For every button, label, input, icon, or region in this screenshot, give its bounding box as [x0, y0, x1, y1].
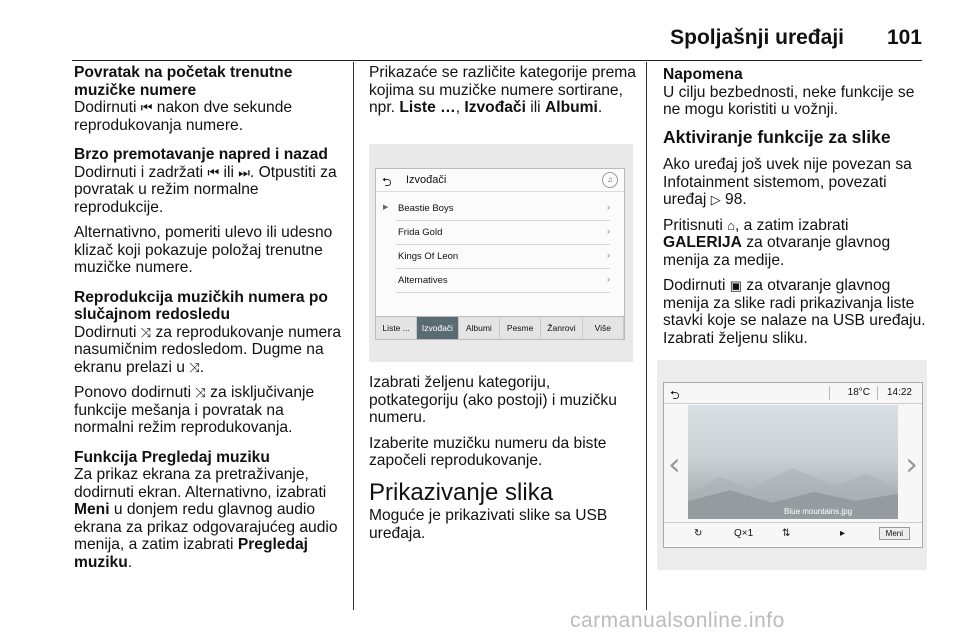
section-heading-large: Prikazivanje slika: [369, 478, 554, 506]
tab-more: Više: [583, 317, 624, 339]
screen-title: Izvođači: [406, 174, 447, 186]
slideshow-icon: ⇅: [782, 528, 791, 539]
screen-title-bar: [376, 169, 624, 192]
rotate-icon: ↻: [694, 528, 703, 539]
column-divider: [646, 62, 647, 610]
paragraph: Dodirnuti ⏮ nakon dve sekunde reprodukovanja numere.: [74, 99, 293, 134]
play-icon: ▸: [840, 528, 846, 539]
paragraph: Ako uređaj još uvek nije povezan sa Infotainment sistemom, povezati uređaj ▷ 98.: [663, 156, 912, 208]
photo-caption: Blue mountains.jpg: [784, 507, 853, 516]
screen-status-bar: [664, 383, 922, 404]
tab-genres: Žanrovi: [541, 317, 582, 339]
play-indicator-icon: ▶: [383, 204, 389, 211]
paragraph: Prikazaće se različite kategorije prema kojima su muzičke numere sortirane, npr. Liste …, Izvođači ili Albumi.: [369, 64, 636, 116]
paragraph: Dodirnuti ⤨ za reprodukovanje numera nasumičnim redosledom. Dugme na ekranu prelazi u ⤨.: [74, 323, 342, 376]
back-icon: ⮌: [670, 388, 680, 402]
paragraph: Dodirnuti i zadržati ⏮ ili ⏭. Otpustiti za povratak u režim normalne reprodukcije.: [74, 163, 337, 216]
list-item: ▶ Beastie Boys ›: [396, 198, 610, 221]
paragraph: Za prikaz ekrana za pretraživanje, dodirnuti ekran. Alternativno, izabrati Meni u donjem redu glavnog audio ekrana za prikaz odgovarajućeg audio menija, a zatim izabrati Pregledaj muziku.: [74, 466, 338, 571]
paragraph: Ponovo dodirnuti ⤨ za isključivanje funkcije mešanja i povratak na normalni režim reprodukovanja.: [74, 384, 315, 436]
gallery-screen-image: [657, 360, 927, 570]
paragraph: Dodirnuti ▣ za otvaranje glavnog menija za slike radi prikazivanja liste stavki koje se nalaze na USB uređaju. Izabrati željenu sliku.: [663, 277, 926, 347]
column-2-lower: [369, 374, 637, 550]
page-title: Spoljašnji uređaji: [670, 26, 844, 49]
music-note-icon: ♫: [602, 172, 618, 188]
chevron-right-icon: ›: [606, 226, 610, 237]
paragraph: Izaberite muzičku numeru da biste započeli reprodukovanje.: [369, 434, 607, 469]
landscape-photo: [688, 405, 898, 519]
chevron-right-icon: ›: [606, 274, 610, 285]
picture-icon: ▣: [729, 278, 743, 293]
section-heading: Povratak na početak trenutne muzičke numere: [74, 64, 293, 99]
reference-arrow-icon: ▷: [710, 192, 721, 207]
temperature: 18°C: [847, 387, 870, 398]
paragraph: Izabrati željenu kategoriju, potkategoriju (ako postoji) i muzičku numeru.: [369, 374, 617, 426]
paragraph: Alternativno, pomeriti ulevo ili udesno klizač koji pokazuje položaj trenutne muzičke numere.: [74, 224, 333, 276]
note-text: U cilju bezbednosti, neke funkcije se ne mogu koristiti u vožnji.: [663, 83, 915, 118]
screen-tab-bar: [376, 316, 624, 339]
column-2: [369, 64, 637, 125]
tab-lists: Liste ...: [376, 317, 417, 339]
artists-screen-image: [369, 144, 633, 362]
zoom-icon: Q×1: [734, 528, 754, 539]
note-heading: Napomena: [663, 66, 743, 83]
page-number: 101: [886, 26, 922, 49]
page-header: [72, 26, 922, 52]
shuffle-icon: ⤨: [195, 385, 206, 400]
next-track-icon: ⏭: [238, 164, 250, 180]
back-icon: ⮌: [382, 175, 392, 189]
watermark: carmanualsonline.info: [570, 609, 785, 632]
menu-button-label: Meni: [879, 527, 910, 540]
column-3: [663, 66, 931, 355]
section-heading: Brzo premotavanje napred i nazad: [74, 146, 328, 163]
shuffle-icon: ⤨: [140, 324, 152, 340]
paragraph: Pritisnuti ⌂, a zatim izabrati GALERIJA za otvaranje glavnog menija za medije.: [663, 216, 891, 269]
list-item: Frida Gold ›: [396, 222, 610, 245]
list-item: Kings Of Leon ›: [396, 246, 610, 269]
column-1: [74, 64, 346, 579]
tab-albums: Albumi: [459, 317, 500, 339]
section-heading: Reprodukcija muzičkih numera po slučajnom redosledu: [74, 288, 328, 323]
section-heading: Aktiviranje funkcije za slike: [663, 126, 891, 147]
chevron-right-icon: ›: [606, 250, 610, 261]
column-divider: [353, 62, 354, 610]
tab-artists: Izvođači: [417, 317, 458, 339]
chevron-right-icon: ›: [606, 202, 610, 213]
chevron-right-icon: ›: [905, 445, 918, 483]
list-item: Alternatives ›: [396, 270, 610, 293]
screen-display: [375, 168, 625, 340]
section-heading: Funkcija Pregledaj muziku: [74, 448, 270, 466]
paragraph: Moguće je prikazivati slike sa USB uređaja.: [369, 507, 608, 542]
clock: 14:22: [886, 387, 912, 398]
chevron-left-icon: ‹: [668, 445, 681, 483]
tab-songs: Pesme: [500, 317, 541, 339]
shuffle-icon: ⤨: [189, 359, 200, 375]
previous-track-icon: ⏮: [207, 164, 220, 180]
screen-toolbar: [664, 522, 922, 547]
home-icon: ⌂: [727, 217, 735, 233]
previous-track-icon: ⏮: [140, 100, 153, 115]
header-rule: [72, 60, 922, 61]
screen-display: [663, 382, 923, 548]
